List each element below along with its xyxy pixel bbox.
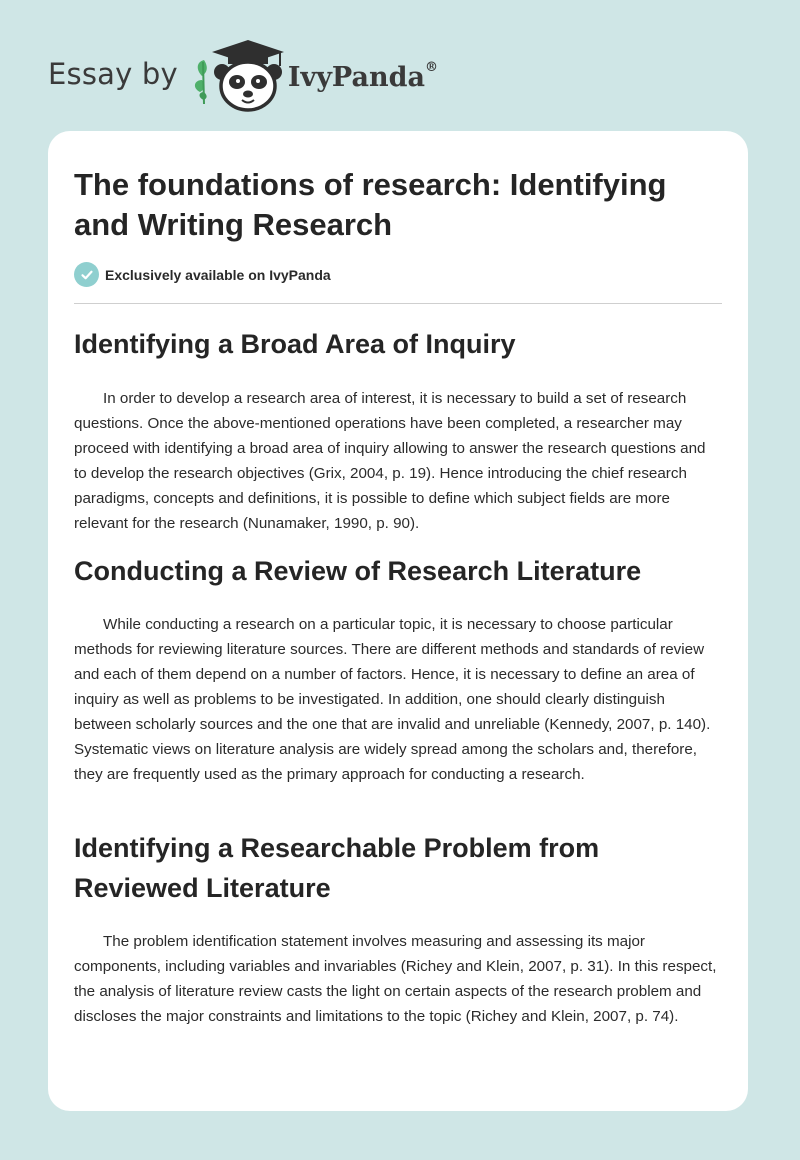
section-1-heading-block bbox=[74, 324, 722, 364]
brand-text: IvyPanda bbox=[287, 61, 425, 93]
site-header bbox=[48, 34, 438, 114]
essay-card bbox=[48, 131, 748, 1111]
section-heading: Identifying a Broad Area of Inquiry bbox=[74, 329, 516, 359]
exclusive-badge bbox=[74, 262, 722, 287]
ivypanda-logo-icon[interactable] bbox=[192, 36, 284, 112]
divider bbox=[74, 303, 722, 304]
essay-by-label: Essay by bbox=[48, 57, 178, 91]
section-3-body-block bbox=[74, 929, 722, 1029]
registered-mark: ® bbox=[424, 59, 438, 75]
section-1-body-block bbox=[74, 386, 722, 536]
brand-name[interactable] bbox=[287, 59, 438, 93]
checkmark-icon bbox=[74, 262, 99, 287]
title-block bbox=[74, 165, 722, 245]
section-2-heading-block bbox=[74, 551, 722, 591]
section-heading: Identifying a Researchable Problem from Reviewed Literature bbox=[74, 833, 600, 903]
section-heading: Conducting a Review of Research Literature bbox=[74, 556, 642, 586]
section-paragraph: While conducting a research on a particular topic, it is necessary to choose particular methods for reviewing literature sources. There are different methods and standards of review and each of them depend on a number of factors. Hence, it is necessary to define an area of inquiry as well as problems to be investigated. In addition, one should clearly distinguish between scholarly sources and the one that are invalid and unreliable (Kennedy, 2007, p. 140). Systematic views on literature analysis are widely spread among the scholars and, therefore, they are frequently used as the primary approach for conducting a research. bbox=[74, 616, 711, 783]
section-3-heading-block bbox=[74, 828, 722, 908]
section-2-body-block bbox=[74, 612, 722, 787]
exclusive-badge-text: Exclusively available on IvyPanda bbox=[105, 266, 331, 283]
section-paragraph: In order to develop a research area of interest, it is necessary to build a set of research questions. Once the above-mentioned operations have been completed, a researcher may proceed with identifying a broad area of inquiry allowing to answer the research questions and to develop the research objectives (Grix, 2004, p. 19). Hence introducing the chief research paradigms, concepts and definitions, it is possible to define which subject fields are more relevant for the research (Nunamaker, 1990, p. 90). bbox=[74, 390, 706, 532]
essay-title: The foundations of research: Identifying and Writing Research bbox=[74, 167, 667, 242]
section-paragraph: The problem identification statement involves measuring and assessing its major components, including variables and invariables (Richey and Klein, 2007, p. 31). In this respect, the analysis of literature review casts the light on certain aspects of the research problem and discloses the major constraints and limitations to the topic (Richey and Klein, 2007, p. 74). bbox=[74, 933, 717, 1025]
